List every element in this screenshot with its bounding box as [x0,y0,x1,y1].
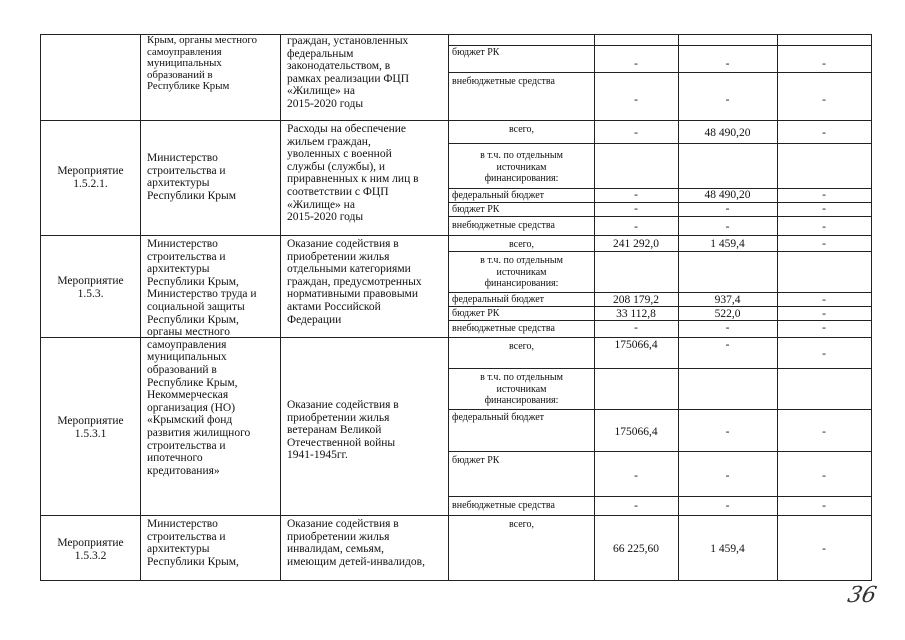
executor-cell: Министерство строительства и архитектуры Республики Крым, [147,518,239,568]
executor-cell: Министерство строительства и архитектуры Республики Крым [147,152,236,202]
value-cell: 48 490,20 [704,189,751,201]
value-cell: - [822,238,826,250]
grid-line [448,72,872,73]
value-cell: 33 112,8 [616,308,656,320]
value-cell: 937,4 [714,294,741,306]
value-cell: - [822,348,826,360]
value-cell: - [725,94,730,106]
source-budget-rk: бюджет РК [452,204,500,215]
value-cell: - [822,470,826,482]
description-cell: Расходы на обеспечение жильем граждан, уволенных с военной службы (службы), и приравненных к ним лиц в соответствии с ФЦП «Жилище» на 2015-2020 годы [287,123,419,224]
description-cell: Оказание содействия в приобретении жилья отдельными категориями граждан, предусмотренных нормативными правовыми актами Российской Федерации [287,238,422,326]
value-cell: 1 459,4 [710,543,745,555]
source-budget-rk: бюджет РК [452,455,500,466]
description-cell: Оказание содействия в приобретении жилья инвалидам, семьям, имеющим детей-инвалидов, [287,518,425,568]
grid-line [448,451,872,452]
source-including: в т.ч. по отдельным источникам финансирования: [480,150,563,184]
source-budget-rk: бюджет РК [452,47,500,58]
value-cell: 66 225,60 [613,543,659,555]
value-cell: 522,0 [714,308,741,320]
source-total: всего, [508,341,534,352]
grid-line [40,515,872,516]
grid-line [280,337,872,338]
grid-line [871,34,872,581]
source-budget-rk: бюджет РК [452,308,500,319]
value-cell: - [725,221,730,233]
value-cell: - [725,339,730,351]
grid-line [448,251,872,252]
grid-line [448,496,872,497]
grid-line [40,120,872,121]
grid-line [448,216,872,217]
value-cell: 208 179,2 [613,294,659,306]
source-total: всего, [508,519,534,530]
value-cell: - [725,203,730,215]
value-cell: - [822,322,826,334]
measure-label: Мероприятие 1.5.3.2 [57,537,124,562]
value-cell: - [634,221,638,233]
measure-label: Мероприятие 1.5.3.1 [57,415,124,440]
value-cell: - [822,203,826,215]
grid-line [140,34,141,581]
measure-label: Мероприятие 1.5.2.1. [57,165,124,190]
source-extrabudgetary: внебюджетные средства [452,76,555,87]
value-cell: - [634,500,638,512]
value-cell: - [634,203,638,215]
source-extrabudgetary: внебюджетные средства [452,323,555,334]
grid-line [40,34,41,581]
source-extrabudgetary: внебюджетные средства [452,220,555,231]
executor-cell: Крым, органы местного самоуправления муниципальных образований в Республике Крым [147,34,257,93]
source-federal: федеральный бюджет [452,190,545,201]
source-federal: федеральный бюджет [452,294,545,305]
value-cell: - [822,58,826,70]
value-cell: - [634,58,638,70]
value-cell: - [822,543,826,555]
value-cell: - [822,221,826,233]
grid-line [448,368,872,369]
source-total: всего, [508,124,534,135]
value-cell: - [822,426,826,438]
source-extrabudgetary: внебюджетные средства [452,500,555,511]
grid-line [448,34,449,581]
value-cell: - [634,94,638,106]
value-cell: - [634,127,638,139]
grid-line [40,580,872,581]
value-cell: - [725,470,730,482]
value-cell: - [725,426,730,438]
value-cell: 48 490,20 [704,127,751,139]
value-cell: - [822,127,826,139]
source-including: в т.ч. по отдельным источникам финансирования: [480,255,563,289]
value-cell: 175066,4 [614,339,658,351]
grid-line [448,320,872,321]
grid-line [448,143,872,144]
value-cell: - [725,322,730,334]
value-cell: - [725,500,730,512]
page-number: 36 [845,583,879,608]
executor-cell: Министерство строительства и архитектуры Республики Крым, Министерство труда и социальной защиты Республики Крым, органы местного самоуправления муниципальных образований в Республике Крым, Некоммерческая организация (НО) «Крымский фонд развития жилищного строительства и ипотечного кредитования» [147,238,257,477]
source-including: в т.ч. по отдельным источникам финансирования: [480,372,563,406]
measure-label: Мероприятие 1.5.3. [57,275,124,300]
grid-line [40,235,872,236]
value-cell: - [634,189,638,201]
value-cell: 241 292,0 [613,238,659,250]
description-cell: граждан, установленных федеральным законодательством, в рамках реализации ФЦП «Жилище» на 2015-2020 годы [287,35,410,110]
value-cell: - [822,94,826,106]
value-cell: - [822,189,826,201]
grid-line [280,34,281,581]
value-cell: - [634,470,638,482]
value-cell: 1 459,4 [710,238,745,250]
value-cell: - [822,308,826,320]
value-cell: 175066,4 [614,426,658,438]
source-total: всего, [508,239,534,250]
grid-line [448,45,872,46]
grid-line [448,306,872,307]
description-cell: Оказание содействия в приобретении жилья ветеранам Великой Отечественной войны 1941-1945гг. [287,399,399,462]
value-cell: - [725,58,730,70]
grid-line [448,292,872,293]
grid-line [448,409,872,410]
value-cell: - [822,500,826,512]
source-federal: федеральный бюджет [452,412,545,423]
value-cell: - [634,322,638,334]
value-cell: - [822,294,826,306]
